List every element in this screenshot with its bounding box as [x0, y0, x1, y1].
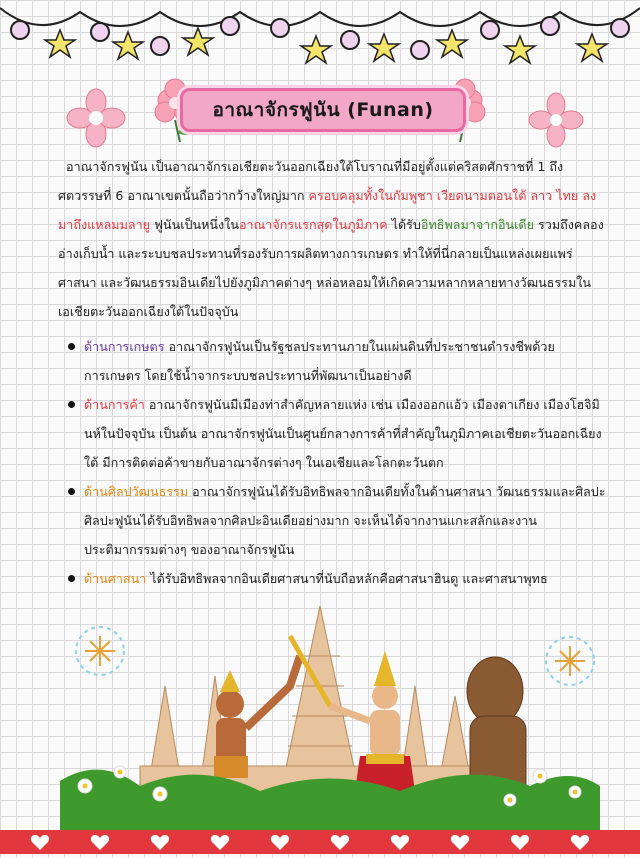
intro-text: อาณาจักรฟูนัน เป็นอาณาจักรเอเชียตะวันออกเฉียงใต้โบราณที่มีอยู่ตั้งแต่คริสตศักราชที่ 1 ถึงศตวรรษที่ 6 อาณาเขตนั้นถือว่ากว้างใหญ่มาก	[58, 159, 564, 203]
bullet-heading: ด้านการค้า	[84, 397, 145, 412]
bullet-heading: ด้านการเกษตร	[84, 339, 165, 354]
heart-icon	[0, 830, 640, 854]
list-item	[58, 332, 606, 390]
bullet-text: อาณาจักรฟูนันเป็นรัฐชลประทานภายในแผ่นดินที่ประชาชนดำรงชีพด้วยการเกษตร โดยใช้น้ำจากระบบชลประทานที่พัฒนาเป็นอย่างดี	[84, 339, 555, 383]
list-item	[58, 390, 606, 477]
pink-flower-icon	[66, 88, 126, 148]
illustration-scene	[0, 596, 640, 836]
title-banner	[140, 70, 500, 140]
intro-paragraph	[58, 152, 606, 326]
topic-list	[58, 332, 606, 593]
intro-text: ได้รับ	[387, 217, 421, 232]
page-title: อาณาจักรฟูนัน (Funan)	[212, 99, 434, 121]
list-item	[58, 564, 606, 593]
bullet-text: อาณาจักรฟูนันได้รับอิทธิพลจากอินเดียทั้งในด้านศาสนา วัฒนธรรมและศิลปะ ศิลปะฟูนันได้รับอิทธิพลจากศิลปะอินเดียอย่างมาก จะเห็นได้จากงานแกะสลักและงานประติมากรรมต่างๆ ของอาณาจักรฟูนัน	[84, 484, 606, 557]
pink-flower-icon	[528, 92, 584, 148]
intro-highlight-earliest: อาณาจักรแรกสุดในภูมิภาค	[238, 217, 388, 232]
garland-decoration	[0, 0, 640, 80]
intro-text: รวมถึงคลอง อ่างเก็บน้ำ และระบบชลประทานที่รองรับการผลิตทางการเกษตร ทำให้ที่นี่กลายเป็นแหล่งเผยแพร่ศาสนา และวัฒนธรรมอินเดียไปยังภูมิภาคต่างๆ หล่อหลอมให้เกิดความหลากหลายทางวัฒนธรรมในเอเชียตะวันออกเฉียงใต้ในปัจจุบัน	[58, 217, 604, 319]
intro-highlight-influence: อิทธิพลมาจากอินเดีย	[420, 217, 534, 232]
title-ribbon	[180, 88, 466, 132]
bullet-heading: ด้านศาสนา	[84, 571, 147, 586]
main-content	[58, 152, 606, 593]
list-item	[58, 477, 606, 564]
bullet-text: ได้รับอิทธิพลจากอินเดียศาสนาที่นับถือหลักคือศาสนาฮินดู และศาสนาพุทธ	[146, 571, 548, 586]
intro-text: ฟูนันเป็นหนึ่งใน	[150, 217, 239, 232]
bullet-text: อาณาจักรฟูนันมีเมืองท่าสำคัญหลายแห่ง เช่น เมืองออกแอ้ว เมืองตาเกียง เมืองโฮจิมินห์ในปัจจุบัน เป็นต้น อาณาจักรฟูนันเป็นศูนย์กลางการค้าที่สำคัญในภูมิภาคเอเชียตะวันออกเฉียงใต้ มีการติดต่อค้าขายกับอาณาจักรต่างๆ ในเอเชียและโลกตะวันตก	[84, 397, 602, 470]
intro-highlight-territory: ครอบคลุมทั้งในกัมพูชา เวียดนามตอนใต้ ลาว ไทย ลงมาถึงแหลมมลายู	[58, 188, 597, 232]
bullet-heading: ด้านศิลปวัฒนธรรม	[84, 484, 189, 499]
bottom-heart-strip	[0, 830, 640, 854]
